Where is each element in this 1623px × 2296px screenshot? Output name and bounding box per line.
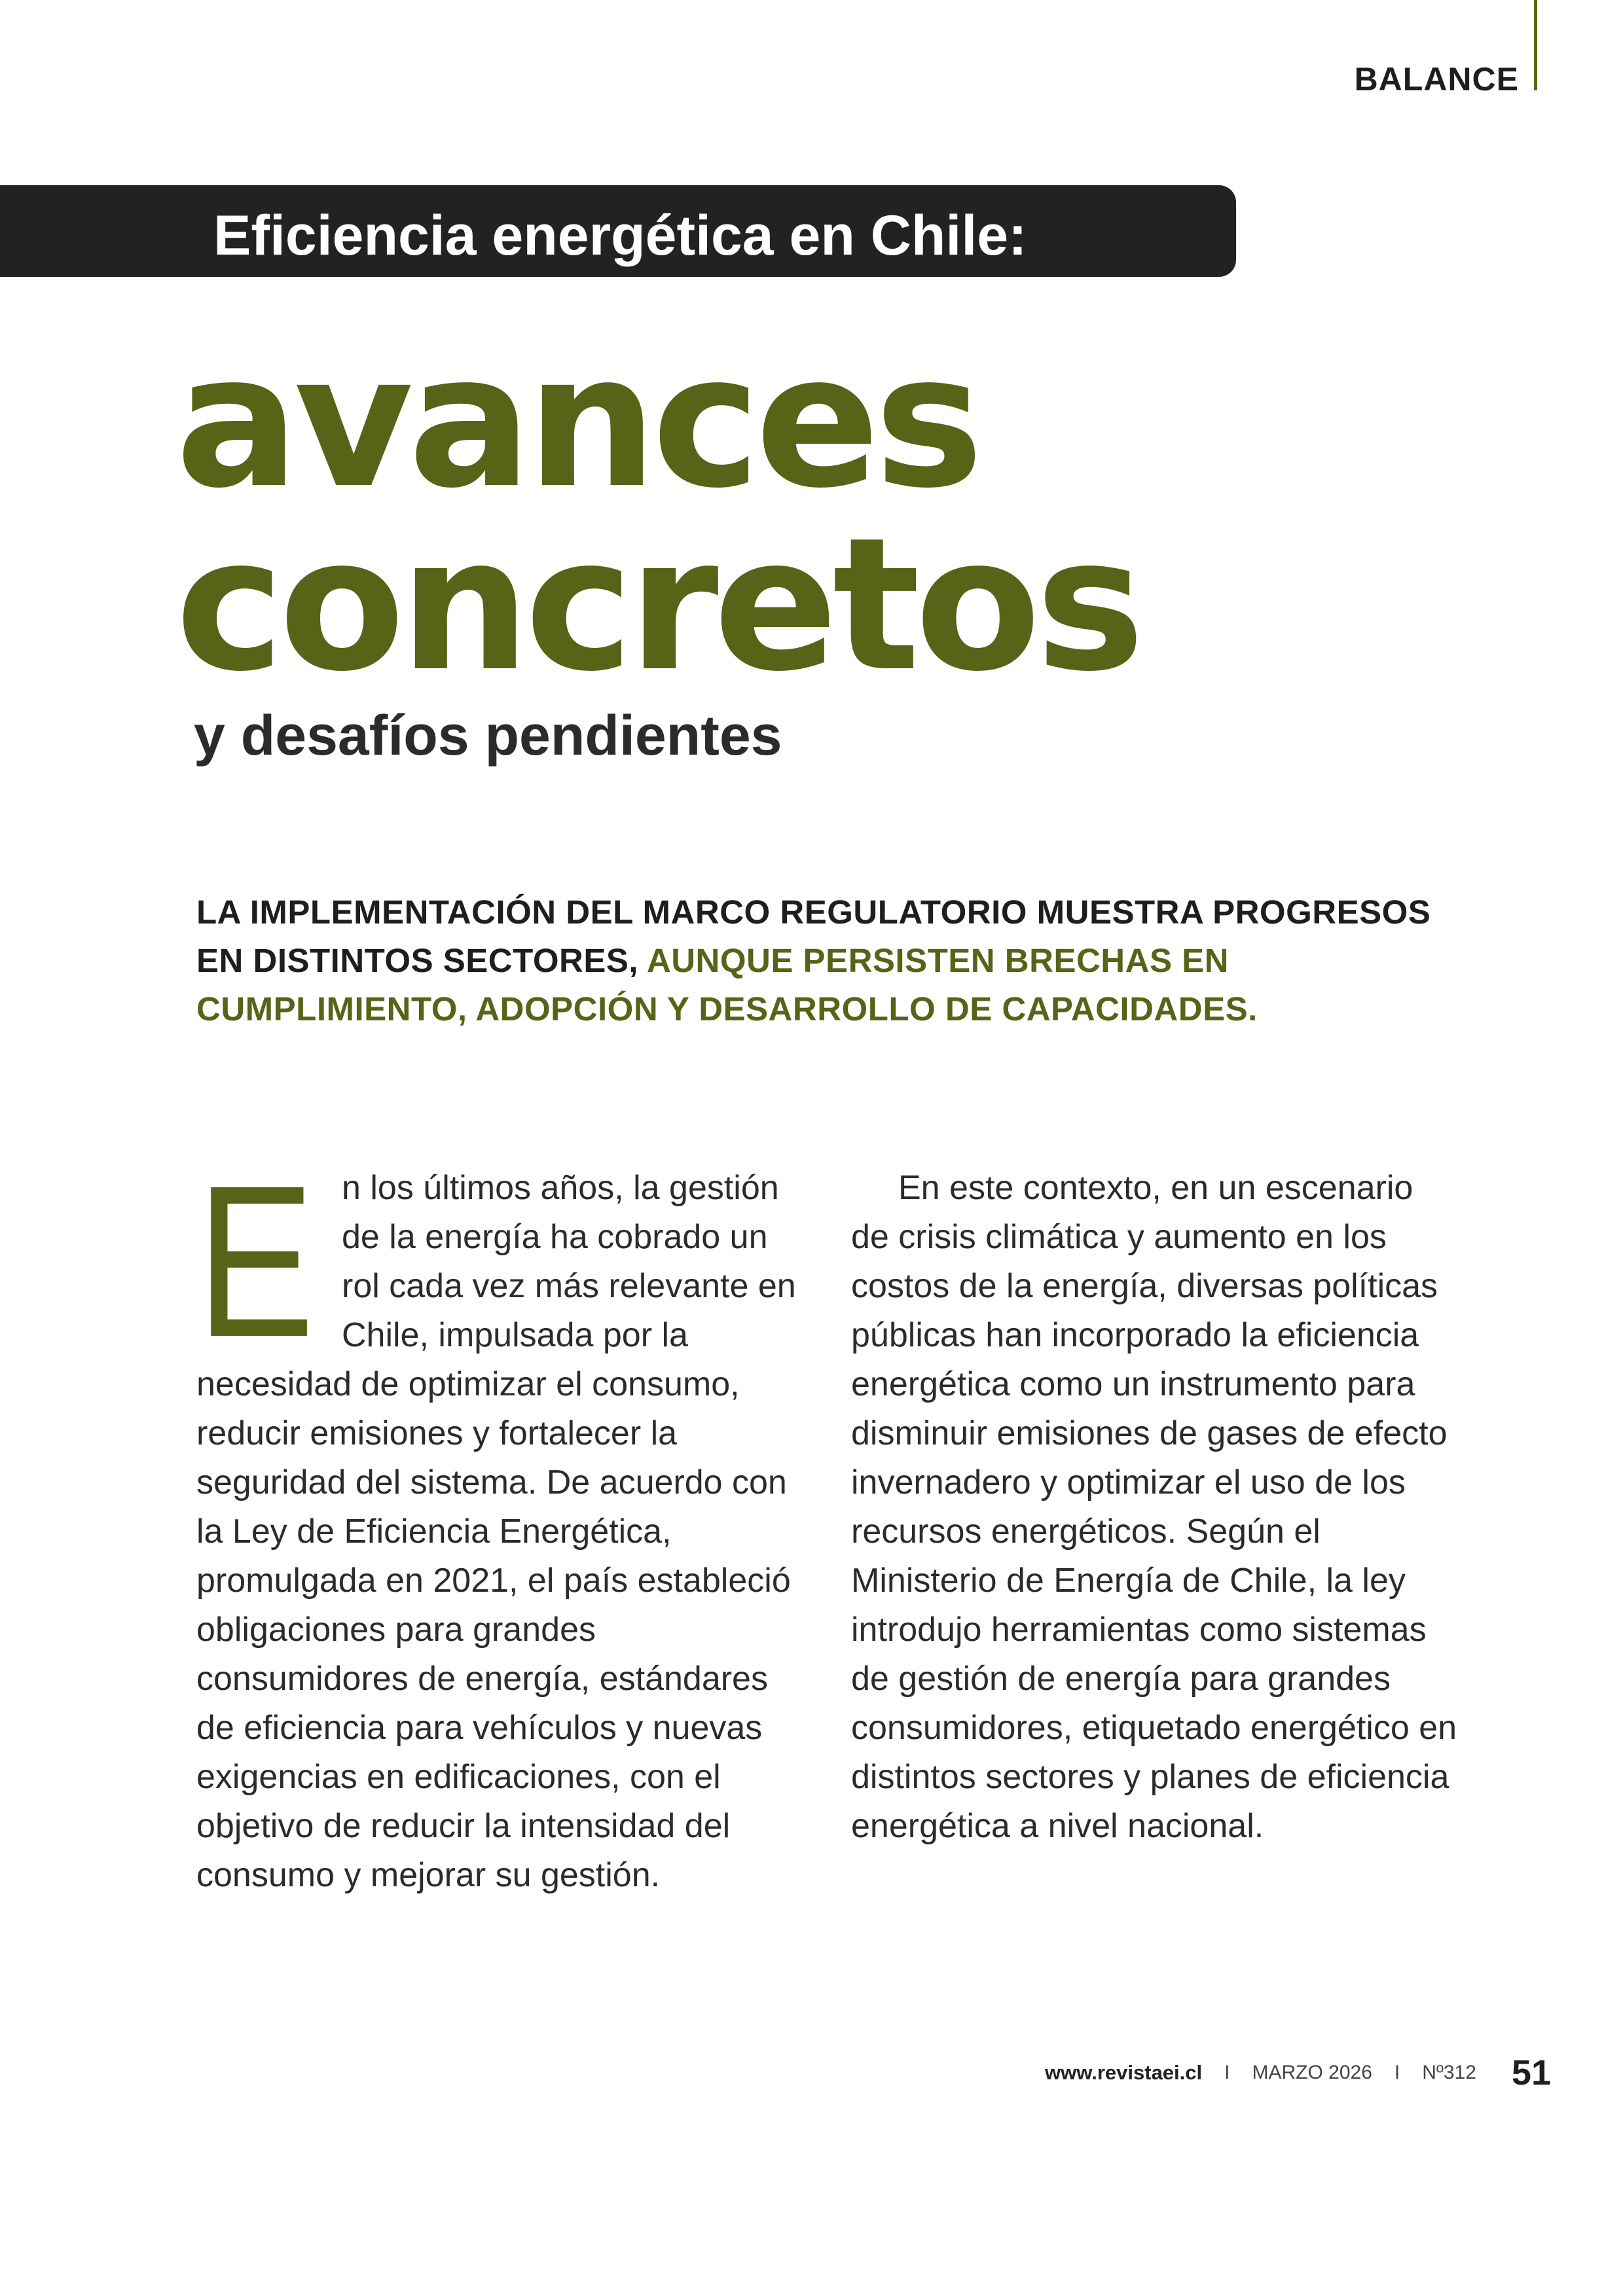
page-footer bbox=[1045, 2053, 1551, 2093]
page-number: 51 bbox=[1511, 2053, 1551, 2092]
body-text-left: n los últimos años, la gestión de la energía ha cobrado un rol cada vez más relevante en Chile, impulsada por la necesidad de optimizar el consumo, reducir emisiones y fortalecer la seguridad del sistema. De acuerdo con la Ley de Eficiencia Energética, promulgada en 2021, el país estableció obligaciones para grandes consumidores de energía, estándares de eficiencia para vehículos y nuevas exigencias en edificaciones, con el objetivo de reducir la intensidad del consumo y mejorar su gestión. bbox=[196, 1169, 796, 1894]
footer-issue: Nº312 bbox=[1422, 2062, 1476, 2083]
lead-text-dark: LA IMPLEMENTACIÓN DEL MARCO REGULATORIO MUESTRA PROGRESOS EN DISTINTOS SECTORES, bbox=[196, 893, 1431, 979]
footer-date: MARZO 2026 bbox=[1252, 2062, 1372, 2083]
footer-separator: I bbox=[1224, 2062, 1230, 2083]
footer-separator: I bbox=[1394, 2062, 1400, 2083]
kicker-banner bbox=[0, 185, 1236, 277]
lead-text-accent: AUNQUE PERSISTEN BRECHAS EN CUMPLIMIENTO, ADOPCIÓN Y DESARROLLO DE CAPACIDADES. bbox=[196, 942, 1258, 1028]
section-label: BALANCE bbox=[1354, 61, 1519, 98]
kicker-title: Eficiencia energética en Chile: bbox=[213, 204, 1027, 267]
body-column-right: En este contexto, en un escenario de crisis climática y aumento en los costos de la energía, diversas políticas públicas han incorporado la eficiencia energética como un instrumento para disminuir emisiones de gases de efecto invernadero y optimizar el uso de los recursos energéticos. Según el Ministerio de Energía de Chile, la ley introdujo herramientas como sistemas de gestión de energía para grandes consumidores, etiquetado energético en distintos sectores y planes de eficiencia energética a nivel nacional. bbox=[851, 1169, 1457, 1845]
subtitle: y desafíos pendientes bbox=[194, 704, 782, 767]
drop-cap: E bbox=[196, 1140, 315, 1382]
headline-line-1: avances bbox=[175, 315, 979, 529]
footer-url[interactable]: www.revistaei.cl bbox=[1045, 2061, 1203, 2084]
section-accent-rule bbox=[1534, 0, 1537, 90]
headline-line-2: concretos bbox=[175, 499, 1140, 712]
lead-paragraph bbox=[196, 888, 1480, 1033]
body-column-left bbox=[196, 1140, 805, 1900]
